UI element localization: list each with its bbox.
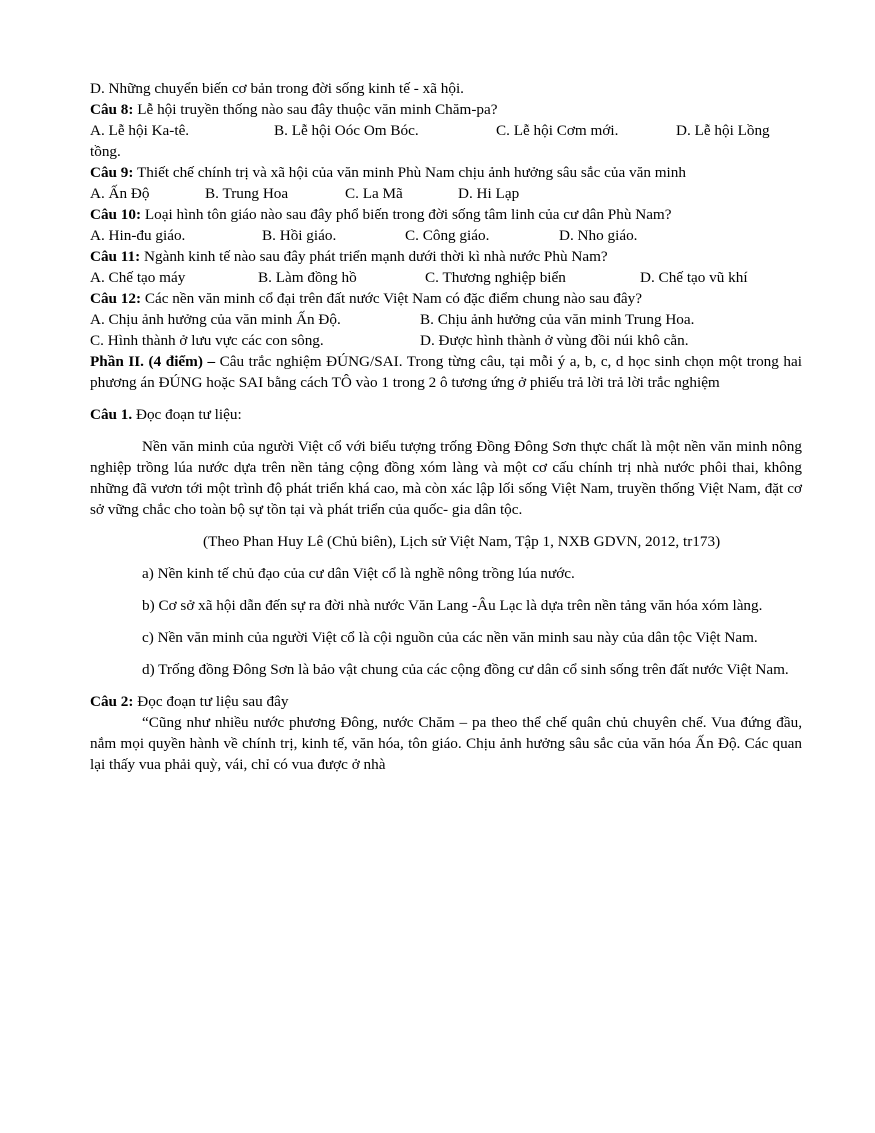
- option-c: C. Hình thành ở lưu vực các con sông.: [90, 332, 324, 349]
- question-text: Lễ hội truyền thống nào sau đây thuộc văn minh Chăm-pa?: [133, 101, 498, 118]
- question-11: [90, 246, 802, 288]
- true-false-question-1: [90, 404, 802, 680]
- question-text: Đọc đoạn tư liệu:: [132, 406, 242, 423]
- part-2-label: Phần II. (4 điểm) –: [90, 353, 216, 370]
- options: [90, 267, 802, 288]
- option-c: C. La Mã: [345, 185, 403, 202]
- options: [90, 120, 802, 141]
- question-text: Các nền văn minh cổ đại trên đất nước Việt Nam có đặc điểm chung nào sau đây?: [141, 290, 642, 307]
- question-label: Câu 11:: [90, 248, 141, 265]
- option-b: B. Trung Hoa: [205, 185, 289, 202]
- question-label: Câu 2:: [90, 693, 134, 710]
- question-8: [90, 99, 802, 162]
- statement-b: b) Cơ sở xã hội dẫn đến sự ra đời nhà nước Văn Lang -Âu Lạc là dựa trên nền tảng văn hóa xóm làng.: [142, 597, 763, 614]
- options: [90, 183, 802, 204]
- source-passage: “Cũng như nhiều nước phương Đông, nước Chăm – pa theo thể chế quân chủ chuyên chế. Vua đứng đầu, nắm mọi quyền hành về chính trị, kinh tế, văn hóa, tôn giáo. Chịu ảnh hưởng sâu sắc của văn hóa Ấn Độ. Các quan lại thấy vua phải quỳ, vái, chỉ có vua được ở nhà: [90, 714, 802, 773]
- option-c: C. Thương nghiệp biển: [425, 269, 566, 286]
- option-c: C. Công giáo.: [405, 227, 490, 244]
- part-2-text: Câu trắc nghiệm ĐÚNG/SAI. Trong từng câu, tại mỗi ý a, b, c, d học sinh chọn một trong hai phương án ĐÚNG hoặc SAI bằng cách TÔ vào 1 trong 2 ô tương ứng ở phiếu trả lời trả lời trắc nghiệm: [90, 353, 802, 391]
- question-label: Câu 10:: [90, 206, 142, 223]
- option-a: A. Hin-đu giáo.: [90, 227, 186, 244]
- option-b: B. Hồi giáo.: [262, 227, 337, 244]
- option-a: A. Lễ hội Ka-tê.: [90, 122, 190, 139]
- question-text: Loại hình tôn giáo nào sau đây phổ biến trong đời sống tâm linh của cư dân Phù Nam?: [141, 206, 672, 223]
- options: [90, 330, 802, 351]
- option-d-continuation: tồng.: [90, 143, 121, 160]
- option-d: D. Nho giáo.: [559, 227, 638, 244]
- question-10: [90, 204, 802, 246]
- option-b: B. Lễ hội Oóc Om Bóc.: [274, 122, 419, 139]
- source-citation: (Theo Phan Huy Lê (Chủ biên), Lịch sử Việt Nam, Tập 1, NXB GDVN, 2012, tr173): [203, 533, 721, 550]
- question-label: Câu 8:: [90, 101, 134, 118]
- option-b: B. Chịu ảnh hưởng của văn minh Trung Hoa.: [420, 311, 695, 328]
- document-body: [90, 78, 802, 775]
- option-d: D. Lễ hội Lồng: [676, 122, 770, 139]
- options: [90, 309, 802, 330]
- option-d: D. Chế tạo vũ khí: [640, 269, 748, 286]
- option-b: B. Làm đồng hồ: [258, 269, 357, 286]
- statement-a: a) Nền kinh tế chủ đạo của cư dân Việt cổ là nghề nông trồng lúa nước.: [142, 565, 575, 582]
- statement-d: d) Trống đồng Đông Sơn là bảo vật chung của các cộng đồng cư dân cổ sinh sống trên đất nước Việt Nam.: [142, 661, 789, 678]
- question-label: Câu 1.: [90, 406, 133, 423]
- question-text: Ngành kinh tế nào sau đây phát triển mạnh dưới thời kì nhà nước Phù Nam?: [140, 248, 608, 265]
- question-text: Thiết chế chính trị và xã hội của văn minh Phù Nam chịu ảnh hưởng sâu sắc của văn minh: [133, 164, 686, 181]
- option-c: C. Lễ hội Cơm mới.: [496, 122, 619, 139]
- option-a: A. Ấn Độ: [90, 185, 150, 202]
- option-d: D. Được hình thành ở vùng đồi núi khô cằn.: [420, 332, 689, 349]
- statement-c: c) Nền văn minh của người Việt cổ là cội nguồn của các nền văn minh sau này của dân tộc Việt Nam.: [142, 629, 758, 646]
- source-passage: Nền văn minh của người Việt cổ với biểu tượng trống Đồng Đông Sơn thực chất là một nền văn minh nông nghiệp trồng lúa nước dựa trên nền tảng cộng đồng xóm làng và một cơ cấu chính trị nhà nước phôi thai, không những đã vươn tới một trình độ phát triển khá cao, mà còn xác lập lối sống Việt Nam, truyền thống Việt Nam, đặt cơ sở vững chắc cho toàn bộ sự tồn tại và phát triển của quốc- gia dân tộc.: [90, 438, 802, 518]
- option-d: D. Hi Lạp: [458, 185, 520, 202]
- question-label: Câu 9:: [90, 164, 134, 181]
- question-12: [90, 288, 802, 351]
- part-2-instructions: [90, 351, 802, 393]
- question-text: Đọc đoạn tư liệu sau đây: [133, 693, 289, 710]
- options: [90, 225, 802, 246]
- question-label: Câu 12:: [90, 290, 142, 307]
- true-false-question-2: [90, 691, 802, 775]
- question-7-option-d: D. Những chuyển biến cơ bản trong đời sống kinh tế - xã hội.: [90, 80, 464, 97]
- option-a: A. Chịu ảnh hưởng của văn minh Ấn Độ.: [90, 311, 341, 328]
- question-9: [90, 162, 802, 204]
- option-a: A. Chế tạo máy: [90, 269, 186, 286]
